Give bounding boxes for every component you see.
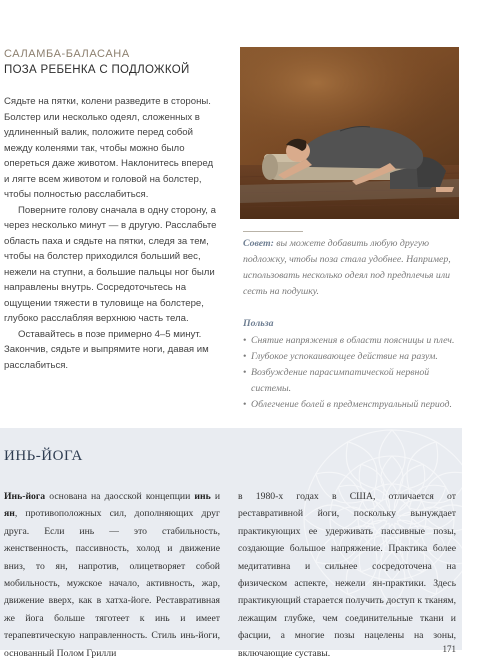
benefit-item: • Облегчение болей в предменструальный период. <box>243 397 458 413</box>
yin-text-right-column: в 1980-х годах в США, отличается от реставративной йоги, поскольку вынуждает практикующих ее удерживать пассивные позы, создающие большое напряжение. Практика более медитативна и сильнее сосредоточена на физическом аспекте, нежели ян-практики. Здесь практикующий старается получить доступ к тканям, лежащим глубже, чем соединительные ткани и фасции, а многие позы нацелены на зоны, включающие суставы. <box>238 491 456 659</box>
advice-note <box>243 236 456 300</box>
benefits-list <box>243 333 458 413</box>
pose-header <box>4 46 232 78</box>
advice-label: Совет: <box>243 238 274 249</box>
text-run: , противоположных сил, дополняющих друг друга. Если инь — это стабильность, женственность, пассивность, холод и движение вниз, то ян, напротив, олицетворяет собой мобильность, мужское начало, активность, жар, движение вверх, как в хатха-йоге. Реставративная же йога больше тяготеет к инь и имеет терапевтическую направленность. Стиль инь-йоги, основанный Полом Грилли <box>4 508 220 659</box>
instruction-paragraph: Сядьте на пятки, колени разведите в стороны. Болстер или несколько одеял, сложенных в удлиненный валик, положите перед собой между коленями так, чтобы можно было опереться даже животом. Наклонитесь вперед и лягте всем животом и головой на болстер, чтобы полностью расслабиться. <box>4 96 214 200</box>
yin-yoga-section <box>0 428 462 659</box>
advice-text: вы можете добавить любую другую подложку, чтобы поза стала удобнее. Например, использовать несколько одеял под предплечья или сесть на подушку. <box>243 238 451 297</box>
pose-title: ПОЗА РЕБЕНКА С ПОДЛОЖКОЙ <box>4 64 190 76</box>
text-run: и <box>210 491 221 502</box>
benefits-title: Польза <box>243 318 274 329</box>
benefit-item: • Возбуждение парасимпатической нервной системы. <box>243 365 458 397</box>
term-yin-yoga: Инь-йога <box>4 491 46 502</box>
pose-instructions <box>4 94 220 373</box>
instruction-paragraph: Поверните голову сначала в одну сторону, а через несколько минут — в другую. Расслабьте область паха и сядьте на пятки, следя за тем, чтобы на болстер приходился больший вес, нежели на ступни, а большие пальцы ног были направлены внутрь. Сосредоточьтесь на ощущении тяжести в туловище на болстере, глубоко расслабляя верхнюю часть тела. <box>4 204 217 324</box>
instruction-paragraph: Оставайтесь в позе примерно 4–5 минут. Закончив, сядьте и выпрямите ноги, давая им расслабиться. <box>4 328 209 371</box>
yin-text-left-column <box>4 488 220 662</box>
caption-divider <box>243 231 303 232</box>
text-run: основана на даосской концепции <box>45 491 195 502</box>
benefit-item: • Глубокое успокаивающее действие на разум. <box>243 349 458 365</box>
pose-title-sanskrit: САЛАМБА-БАЛАСАНА <box>4 48 130 60</box>
pose-photo <box>240 47 459 219</box>
woman-in-child-pose-illustration <box>240 47 459 219</box>
benefits-box <box>243 316 458 413</box>
benefit-item: • Снятие напряжения в области поясницы и плеч. <box>243 333 458 349</box>
term-yin: инь <box>194 491 211 502</box>
section-title: ИНЬ-ЙОГА <box>4 448 83 464</box>
page-number: 171 <box>442 644 456 654</box>
term-yang: ян <box>4 508 15 520</box>
